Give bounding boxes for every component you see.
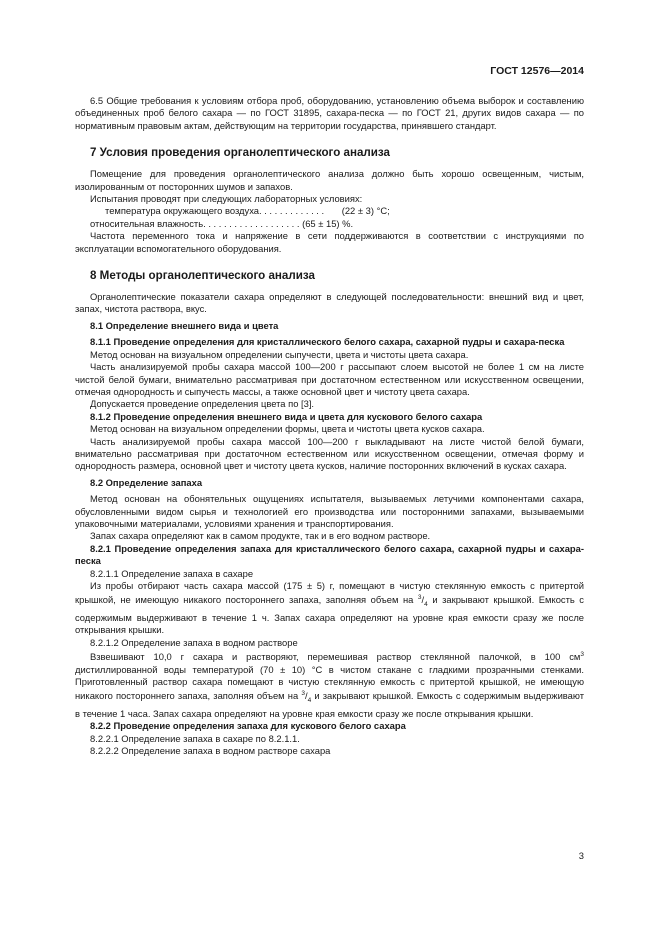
clause-8-2-1-2-paragraph: Взвешивают 10,0 г сахара и растворяют, перемешивая раствор стеклянной палочкой, в 100 $см^3$ дистиллированной воды температурой (70 ± 10) °С в чистом стакане с гладкими прозрачными стенками. Приготовленный раствор сахара помещают в чистую стеклянную емкость с притертой крышкой, не имеющую никакого постороннего запаха, заполняя объем на $^3/_4$ и закрывают крышкой. Емкость с содержимым выдерживают в течение 1 часа. Запах сахара определяют на уровне края емкости сразу же после открывания крышки. xyxy=(75,651,585,719)
clause-8-1-1-paragraph-2: Часть анализируемой пробы сахара массой 100—200 г рассыпают слоем высотой не более 1 см на листе чистой белой бумаги, внимательно рассматривая при достаточном естественном или искусственном освещении, отмечая однородность и сыпучесть массы, а также основной цвет и чистоту цвета сахара. xyxy=(75,361,584,397)
clause-8-2-title: 8.2 Определение запаха xyxy=(90,476,203,488)
humidity-label: относительная влажность. . . . . . . . . . . . . . . . . . . xyxy=(90,217,303,229)
clause-8-2-paragraph-1: Метод основан на обонятельных ощущениях испытателя, вызываемых летучими компонентами сахара, обусловленными видом сырья и технологией его производства или посторонними запахами, вызываемыми упаковочными материалами, условиями хранения и транспортирования. xyxy=(75,493,584,529)
text-fragment: и закрывают крышкой. Емкость с содержимым выдерживают в течение 1 ч. Запах сахара определяют на уровне края емкости сразу же после открывания крышки. xyxy=(75,594,584,636)
clause-6-5: 6.5 Общие требования к условиям отбора проб, оборудованию, установлению объема выборок и составлению объединенных проб белого сахара — по ГОСТ 31895, сахара-песка — по ГОСТ 21, других видов сахара — по нормативным правовым актам, действующим на территории государства, принявшего стандарт. xyxy=(75,95,584,131)
lab-condition-humidity xyxy=(75,218,584,230)
clause-8-1-2-paragraph-2: Часть анализируемой пробы сахара массой 100—200 г выкладывают на листе чистой белой бумаги, внимательно рассматривая при достаточном естественном или искусственном освещении, отмечая форму и однородность размера, основной цвет и чистоту цвета кусков, наличие посторонних включений в кусках сахара. xyxy=(75,435,584,472)
section-7-title: 7 Условия проведения органолептического анализа xyxy=(90,146,390,160)
clause-8-1-title: 8.1 Определение внешнего вида и цвета xyxy=(90,319,279,331)
clause-8-2-1-2-title: 8.2.1.2 Определение запаха в водном растворе xyxy=(90,636,298,648)
fraction-denominator: 4 xyxy=(424,601,428,609)
clause-8-2-2-title: 8.2.2 Проведение определения запаха для кускового белого сахара xyxy=(90,720,406,732)
clause-8-2-2-1: 8.2.2.1 Определение запаха в сахаре по 8.2.1.1. xyxy=(90,732,300,744)
section-8-intro: Органолептические показатели сахара определяют в следующей последовательности: внешний вид и цвет, запах, чистота раствора, вкус. xyxy=(75,291,584,315)
clause-8-1-1-paragraph-3: Допускается проведение определения цвета по [3]. xyxy=(90,398,315,410)
temperature-label: температура окружающего воздуха. . . . . . . . . . . . . xyxy=(105,205,327,217)
section-7-paragraph-3: Частота переменного тока и напряжение в сети поддерживаются в соответствии с инструкциями по эксплуатации вспомогательного оборудования. xyxy=(75,230,584,254)
clause-8-1-2-paragraph-1: Метод основан на визуальном определении формы, цвета и чистоты цвета кусков сахара. xyxy=(90,423,485,435)
clause-8-1-2-title: 8.1.2 Проведение определения внешнего вида и цвета для кускового белого сахара xyxy=(90,410,483,422)
fraction-numerator: 3 xyxy=(417,594,422,602)
text-fragment: Взвешивают 10,0 г сахара и растворяют, перемешивая раствор стеклянной палочкой, в 100 см xyxy=(90,651,581,663)
section-7-paragraph-1: Помещение для проведения органолептического анализа должно быть хорошо освещенным, чистым, изолированным от посторонних шумов и запахов. xyxy=(75,168,584,192)
clause-8-2-2-2: 8.2.2.2 Определение запаха в водном растворе сахара xyxy=(90,745,331,756)
humidity-value: (65 ± 15) %. xyxy=(302,217,354,229)
section-7-paragraph-2: Испытания проводят при следующих лабораторных условиях: xyxy=(90,193,363,205)
clause-8-2-1-title: 8.2.1 Проведение определения запаха для кристаллического белого сахара, сахарной пудры и сахара-песка xyxy=(75,542,584,567)
text-fragment: дистиллированной воды температурой (70 ± 10) °С в чистом стакане с гладкими прозрачными стенками. Приготовленный раствор сахара помещают в чистую стеклянную емкость с притертой крышкой, не имеющую никакого постороннего запаха, заполняя объем на xyxy=(75,663,584,702)
lab-condition-temperature xyxy=(75,205,584,217)
text-fragment: Из пробы отбирают часть сахара массой (175 ± 5) г, помещают в чистую стеклянную емкость с притертой крышкой, не имеющую никакого постороннего запаха, заполняя объем на xyxy=(75,580,584,606)
clause-8-1-1-title: 8.1.1 Проведение определения для кристаллического белого сахара, сахарной пудры и сахара-песка xyxy=(90,336,565,348)
temperature-value: (22 ± 3) °С; xyxy=(341,205,390,217)
page-number: 3 xyxy=(578,850,584,861)
clause-8-1-1-paragraph-1: Метод основан на визуальном определении сыпучести, цвета и чистоты цвета сахара. xyxy=(90,348,469,360)
page-content xyxy=(75,95,584,757)
fraction-denominator: 4 xyxy=(307,697,312,705)
fraction-numerator: 3 xyxy=(301,690,305,698)
clause-8-2-1-1-paragraph: Из пробы отбирают часть сахара массой (175 ± 5) г, помещают в чистую стеклянную емкость с притертой крышкой, не имеющую никакого постороннего запаха, заполняя объем на $^3/_4$ и закрывают крышкой. Емкость с содержимым выдерживают в течение 1 ч. Запах сахара определяют на уровне края емкости сразу же после открывания крышки. xyxy=(75,580,584,636)
clause-8-2-1-1-title: 8.2.1.1 Определение запаха в сахаре xyxy=(90,567,254,579)
section-8-title: 8 Методы органолептического анализа xyxy=(90,269,315,283)
unit-superscript: 3 xyxy=(580,651,584,659)
text-fragment: и закрывают крышкой. Емкость с содержимым выдерживают в течение 1 часа. Запах сахара определяют на уровне края емкости сразу же после открывания крышки. xyxy=(75,690,585,719)
standard-header: ГОСТ 12576—2014 xyxy=(490,65,584,77)
clause-8-2-paragraph-2: Запах сахара определяют как в самом продукте, так и в его водном растворе. xyxy=(90,530,431,542)
